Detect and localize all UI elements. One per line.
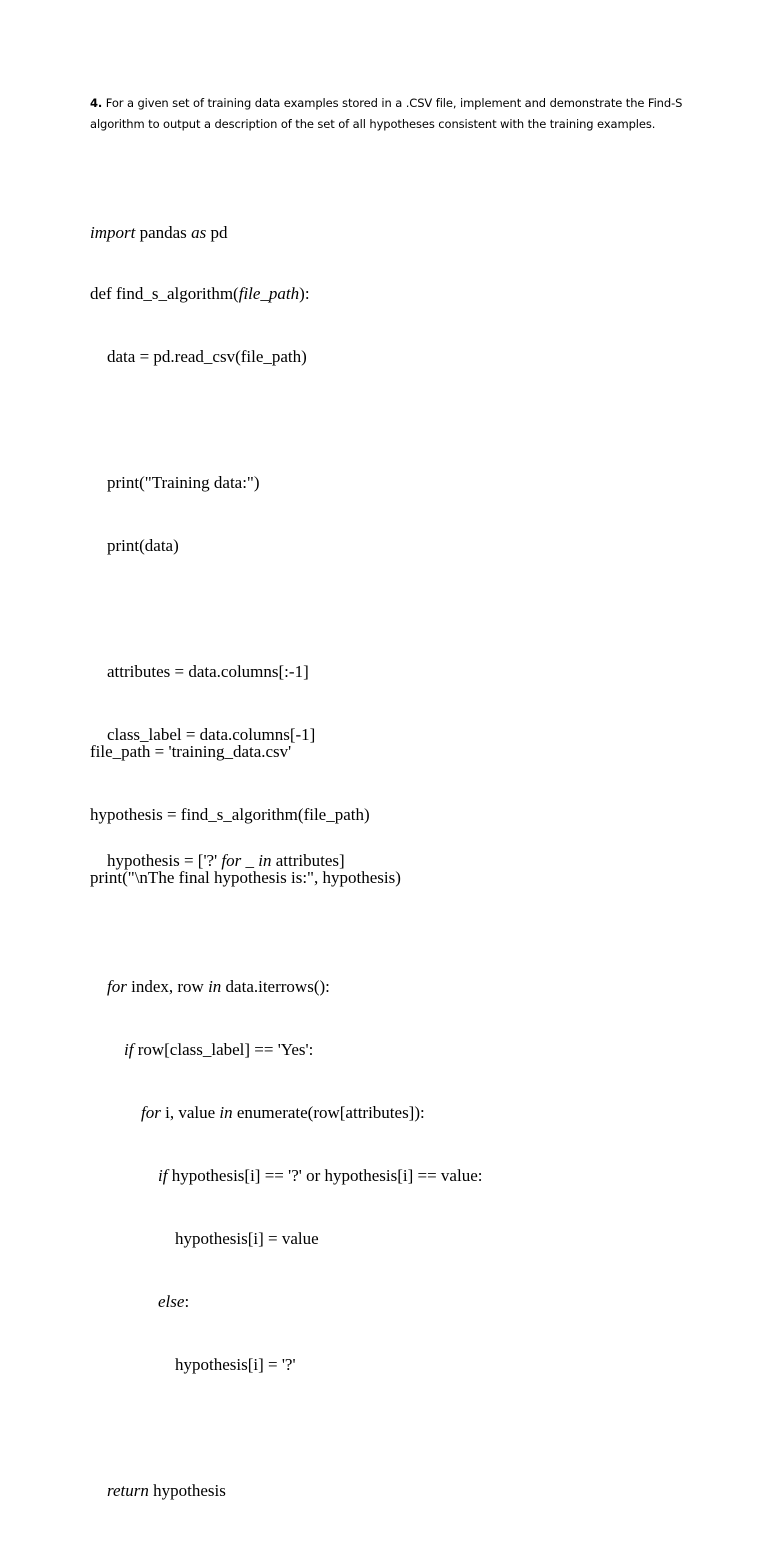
indent bbox=[90, 1103, 141, 1122]
keyword-for: for bbox=[141, 1103, 161, 1122]
code-text: hypothesis[i] == '?' or hypothesis[i] == value: bbox=[167, 1166, 483, 1185]
code-line-def bbox=[90, 283, 482, 304]
code-line-assign-question: hypothesis[i] = '?' bbox=[90, 1355, 296, 1374]
keyword-for: for bbox=[221, 851, 242, 870]
code-line-call: hypothesis = find_s_algorithm(file_path) bbox=[90, 805, 370, 824]
keyword-for: for bbox=[107, 977, 127, 996]
code-line-if-hypothesis bbox=[90, 1165, 482, 1186]
keyword-as: as bbox=[191, 223, 207, 242]
keyword-if: if bbox=[158, 1166, 168, 1185]
code-line-print-data: print(data) bbox=[90, 536, 179, 555]
code-text: index, row bbox=[126, 977, 209, 996]
code-line-read: data = pd.read_csv(file_path) bbox=[90, 347, 307, 366]
main-code-block bbox=[90, 699, 401, 930]
question-number: 4. bbox=[90, 96, 103, 110]
code-line-attributes: attributes = data.columns[:-1] bbox=[90, 662, 309, 681]
question-text bbox=[90, 93, 690, 135]
module-alias: pd bbox=[206, 223, 228, 242]
indent bbox=[90, 1292, 158, 1311]
code-line-final-print: print("\nThe final hypothesis is:", hypothesis) bbox=[90, 868, 401, 887]
indent bbox=[90, 1040, 124, 1059]
code-text: _ bbox=[241, 851, 259, 870]
code-line-blank bbox=[90, 1417, 482, 1438]
code-text: i, value bbox=[160, 1103, 220, 1122]
code-text: row[class_label] == 'Yes': bbox=[133, 1040, 314, 1059]
def-suffix: ): bbox=[299, 284, 310, 303]
code-line-file-path: file_path = 'training_data.csv' bbox=[90, 742, 292, 761]
code-text: : bbox=[184, 1292, 190, 1311]
keyword-import: import bbox=[90, 223, 136, 242]
keyword-in: in bbox=[219, 1103, 233, 1122]
keyword-else: else bbox=[158, 1292, 185, 1311]
code-line-blank bbox=[90, 598, 482, 619]
code-line-print-training: print("Training data:") bbox=[90, 473, 260, 492]
keyword-return: return bbox=[107, 1481, 149, 1500]
indent bbox=[90, 977, 107, 996]
code-line-blank bbox=[90, 409, 482, 430]
indent bbox=[90, 1166, 158, 1185]
module-name: pandas bbox=[135, 223, 192, 242]
code-line-for-rows bbox=[90, 976, 482, 997]
keyword-in: in bbox=[208, 977, 222, 996]
code-text: enumerate(row[attributes]): bbox=[232, 1103, 425, 1122]
question-body: For a given set of training data examples stored in a .CSV file, implement and demonstrate the Find-S algorithm to output a description of the set of all hypotheses consistent with the training examples. bbox=[90, 96, 683, 131]
code-text: attributes] bbox=[271, 851, 345, 870]
keyword-in: in bbox=[258, 851, 272, 870]
code-line-import bbox=[90, 222, 227, 243]
code-text: data.iterrows(): bbox=[221, 977, 330, 996]
def-prefix: def find_s_algorithm( bbox=[90, 284, 239, 303]
code-line-assign-value: hypothesis[i] = value bbox=[90, 1229, 319, 1248]
indent bbox=[90, 1481, 107, 1500]
keyword-if: if bbox=[124, 1040, 134, 1059]
def-param: file_path bbox=[238, 284, 300, 303]
code-text: hypothesis = ['?' bbox=[90, 851, 222, 870]
code-text: hypothesis bbox=[148, 1481, 226, 1500]
code-line-return bbox=[90, 1480, 482, 1501]
code-line-class-label: class_label = data.columns[-1] bbox=[90, 725, 316, 744]
code-line-if-yes bbox=[90, 1039, 482, 1060]
code-line-else bbox=[90, 1291, 482, 1312]
code-line-for-enumerate bbox=[90, 1102, 482, 1123]
